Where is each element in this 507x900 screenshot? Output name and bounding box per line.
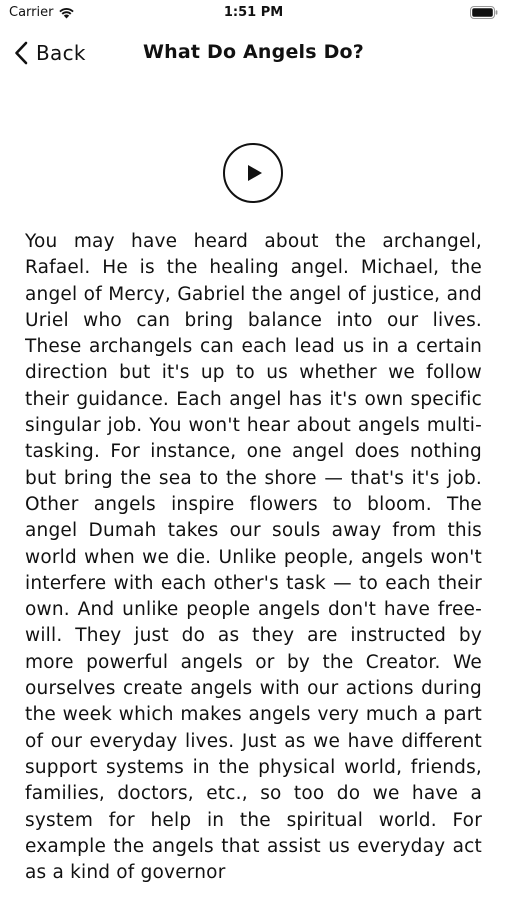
- navigation-bar: [0, 30, 507, 76]
- page-title: What Do Angels Do?: [142, 41, 365, 63]
- status-time: 1:51 PM: [223, 5, 284, 20]
- status-bar: [0, 0, 507, 28]
- play-button[interactable]: [223, 143, 283, 203]
- back-label: Back: [36, 41, 86, 65]
- play-icon: [247, 164, 263, 182]
- battery-icon: [470, 6, 498, 19]
- article-body: You may have heard about the archangel, Rafael. He is the healing angel. Michael, the angel of Mercy, Gabriel the angel of justice, and Uriel who can bring balance into our lives. These archangels can each lead us in a certain direction but it's up to us whether we follow their guidance. Each angel has it's own specific singular job. You won't hear about angels multi-tasking. For instance, one angel does nothing but bring the sea to the shore — that's it's job. Other angels inspire flowers to bloom. The angel Dumah takes our souls away from this world when we die. Unlike people, angels won't interfere with each other's task — to each their own. And unlike people angels don't have free-will. They just do as they are instructed by more powerful angels or by the Creator. We ourselves create angels with our actions during the week which makes angels very much a part of our everyday lives. Just as we have different support systems in the physical world, friends, families, doctors, etc., so too do we have a system for help in the spiritual world. For example the angels that assist us everyday act as a kind of governor: [25, 231, 482, 884]
- carrier-label: Carrier: [9, 5, 54, 20]
